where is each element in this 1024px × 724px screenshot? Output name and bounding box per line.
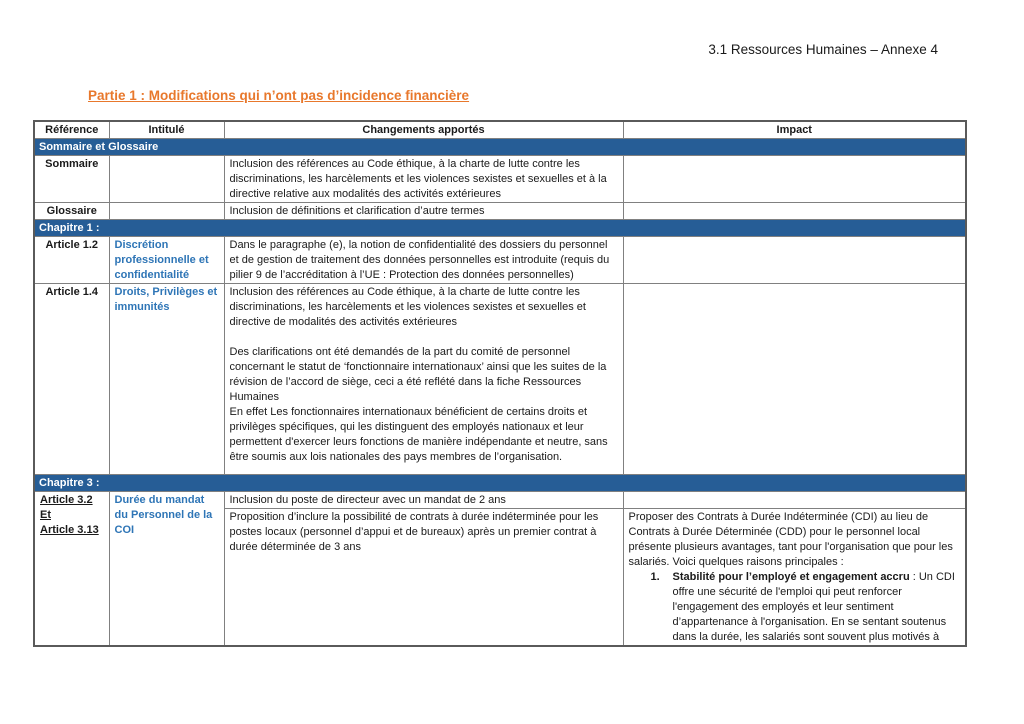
changements-paragraph-3: En effet Les fonctionnaires internationaux bénéficient de certains droits et privilèges spécifiques, qui les distinguent des employés nationaux et leur permettent d'exercer leurs fonctions de manière indépendante et neutre, sans être soumis aux lois nationales des pays membres de l’organisation. bbox=[229, 406, 608, 463]
table-header-row bbox=[34, 121, 966, 139]
changements-paragraph-2: Des clarifications ont été demandés de la part du comité de personnel concernant le statut de ‘fonctionnaire internationaux’ ainsi que les suites de la révision de l’accord de siège, ceci a été reflété dans la fiche Ressources Humaines bbox=[229, 346, 607, 403]
table-row-article-1-2 bbox=[34, 237, 966, 284]
section-label: Chapitre 1 : bbox=[34, 220, 966, 237]
intitule-cell: Durée du mandat du Personnel de la COI bbox=[109, 492, 224, 647]
table-row-sommaire bbox=[34, 156, 966, 203]
column-header-intitule: Intitulé bbox=[109, 121, 224, 139]
changements-cell: Dans le paragraphe (e), la notion de confidentialité des dossiers du personnel et de gestion de traitement des données personnelles est introduite (requis du pilier 9 de l’accréditation à l’UE : Protection des données personnelles) bbox=[224, 237, 623, 284]
impact-cell bbox=[623, 237, 966, 284]
intitule-cell: Droits, Privilèges et immunités bbox=[109, 284, 224, 475]
changements-cell: Inclusion de définitions et clarification d’autre termes bbox=[224, 203, 623, 220]
header-annex-label: 3.1 Ressources Humaines – Annexe 4 bbox=[708, 42, 938, 57]
item-text bbox=[673, 570, 961, 645]
item-continuation: : Un CDI offre une sécurité de l'emploi qui peut renforcer l'engagement des employés et leur sentiment d’appartenance à l'organisation. En se sentant soutenus dans la durée, les salariés sont souvent plus motivés à bbox=[672, 571, 955, 643]
intitule-cell bbox=[109, 203, 224, 220]
reference-cell: Sommaire bbox=[34, 156, 109, 203]
item-bold-lead: Stabilité pour l’employé et engagement accru bbox=[672, 571, 910, 583]
table-row-article-1-4 bbox=[34, 284, 966, 475]
changements-cell bbox=[224, 284, 623, 475]
impact-cell bbox=[623, 509, 966, 647]
blank-line bbox=[230, 330, 618, 345]
impact-cell bbox=[623, 492, 966, 509]
table-row-glossaire bbox=[34, 203, 966, 220]
reference-cell: Glossaire bbox=[34, 203, 109, 220]
reference-cell: Article 1.4 bbox=[34, 284, 109, 475]
intitule-cell bbox=[109, 156, 224, 203]
intitule-cell: Discrétion professionnelle et confidentialité bbox=[109, 237, 224, 284]
section-label: Sommaire et Glossaire bbox=[34, 139, 966, 156]
impact-cell bbox=[623, 156, 966, 203]
reference-line-2: Et bbox=[40, 509, 51, 521]
section-label: Chapitre 3 : bbox=[34, 475, 966, 492]
item-number: 1. bbox=[650, 571, 660, 583]
impact-numbered-item bbox=[651, 570, 961, 645]
changements-paragraph-1: Inclusion des références au Code éthique, à la charte de lutte contre les discriminations, les harcèlements et les violences sexistes et sexuelles et directive de modalités des activités extérieures bbox=[229, 286, 586, 328]
column-header-changements: Changements apportés bbox=[224, 121, 623, 139]
section-row-sommaire-glossaire bbox=[34, 139, 966, 156]
reference-cell: Article 1.2 bbox=[34, 237, 109, 284]
changements-cell: Inclusion des références au Code éthique, à la charte de lutte contre les discriminations, les harcèlements et les violences sexistes et sexuelles et à la directive relative aux modalités des activités extérieures bbox=[224, 156, 623, 203]
document-title: Partie 1 : Modifications qui n’ont pas d’incidence financière bbox=[88, 88, 470, 103]
changements-cell: Inclusion du poste de directeur avec un mandat de 2 ans bbox=[224, 492, 623, 509]
impact-cell bbox=[623, 203, 966, 220]
modifications-table bbox=[33, 120, 967, 647]
reference-cell bbox=[34, 492, 109, 647]
impact-cell bbox=[623, 284, 966, 475]
reference-line-3: Article 3.13 bbox=[40, 524, 99, 536]
section-row-chapitre-3 bbox=[34, 475, 966, 492]
changements-cell: Proposition d’inclure la possibilité de contrats à durée indéterminée pour les postes locaux (personnel d’appui et de bureaux) après un premier contrat à durée déterminée de 3 ans bbox=[224, 509, 623, 647]
column-header-reference: Référence bbox=[34, 121, 109, 139]
section-row-chapitre-1 bbox=[34, 220, 966, 237]
column-header-impact: Impact bbox=[623, 121, 966, 139]
table-row-article-3-sub-a bbox=[34, 492, 966, 509]
reference-line-1: Article 3.2 bbox=[40, 494, 93, 506]
impact-intro-paragraph: Proposer des Contrats à Durée Indéterminée (CDI) au lieu de Contrats à Durée Déterminée (CDD) pour le personnel local présente plusieurs avantages, tant pour l'organisation que pour les salariés. Voici quelques raisons principales : bbox=[628, 511, 953, 568]
